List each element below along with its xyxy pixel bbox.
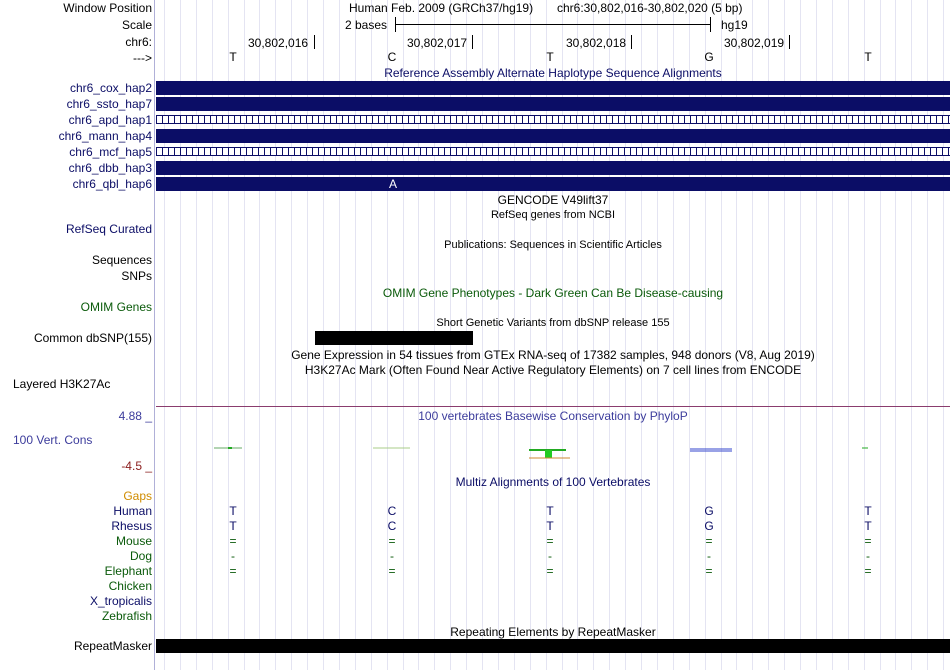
species-base: =: [229, 564, 237, 578]
hap-label-ssto-hap7[interactable]: chr6_ssto_hap7: [66, 97, 152, 111]
gtex-title[interactable]: Gene Expression in 54 tissues from GTEx RNA-seq of 17382 samples, 948 donors (V8, Aug 2019): [291, 348, 815, 362]
coord-tick: [472, 35, 473, 49]
cons-min-label: -4.5 _: [121, 459, 152, 473]
hap-label-apd-hap1[interactable]: chr6_apd_hap1: [68, 113, 152, 127]
variant-base: A: [388, 177, 397, 191]
scale-bar: [395, 24, 711, 25]
refseq-label[interactable]: RefSeq Curated: [65, 222, 152, 236]
species-base: =: [705, 564, 713, 578]
hap-bar-apd-hap1[interactable]: [156, 115, 950, 124]
reference-base: T: [546, 50, 554, 64]
species-base: G: [704, 519, 714, 533]
species-base: T: [546, 504, 554, 518]
reference-base: T: [864, 50, 872, 64]
window-position-label: Window Position: [63, 1, 152, 15]
chrom-label: chr6:: [125, 35, 152, 49]
species-base: T: [864, 519, 872, 533]
coord-tick: [631, 35, 632, 49]
species-label[interactable]: Elephant: [104, 564, 152, 578]
species-base: T: [864, 504, 872, 518]
hap-bar-mann-hap4[interactable]: [156, 129, 950, 143]
snps-label[interactable]: SNPs: [121, 269, 152, 283]
species-label[interactable]: Chicken: [108, 579, 152, 593]
species-base: C: [387, 519, 397, 533]
species-base: -: [866, 549, 870, 563]
species-label[interactable]: Dog: [129, 549, 152, 563]
conservation-graph[interactable]: [156, 440, 950, 464]
cons-max-label: 4.88 _: [118, 409, 152, 423]
species-base: =: [864, 564, 872, 578]
strand-label: --->: [133, 51, 152, 65]
hap-bar-mcf-hap5[interactable]: [156, 147, 950, 156]
db-text: hg19: [721, 18, 748, 32]
h3k27ac-title[interactable]: H3K27Ac Mark (Often Found Near Active Regulatory Elements) on 7 cell lines from ENCODE: [304, 363, 802, 377]
species-base: -: [548, 549, 552, 563]
h3k27ac-label[interactable]: Layered H3K27Ac: [13, 377, 111, 391]
species-base: -: [707, 549, 711, 563]
cons-mark: [545, 450, 552, 458]
sequences-label[interactable]: Sequences: [91, 253, 152, 267]
species-base: =: [546, 534, 554, 548]
species-base: =: [388, 534, 396, 548]
coord-tick: [314, 35, 315, 49]
h3k27ac-baseline: [156, 406, 950, 407]
hap-label-qbl-hap6[interactable]: chr6_qbl_hap6: [72, 177, 152, 191]
hap-label-dbb-hap3[interactable]: chr6_dbb_hap3: [68, 161, 152, 175]
hap-bar-dbb-hap3[interactable]: [156, 161, 950, 175]
reference-base: T: [229, 50, 237, 64]
species-base: T: [229, 504, 237, 518]
species-base: T: [229, 519, 237, 533]
species-base: G: [704, 504, 714, 518]
repeat-label[interactable]: RepeatMasker: [73, 639, 152, 653]
species-base: =: [864, 534, 872, 548]
cons-label[interactable]: 100 Vert. Cons: [13, 433, 93, 447]
scale-label: Scale: [121, 18, 152, 32]
position-text[interactable]: chr6:30,802,016-30,802,020 (5 bp): [557, 1, 743, 15]
coord-label: 30,802,019: [724, 36, 785, 50]
label-divider: [154, 0, 155, 670]
reference-base: G: [704, 50, 714, 64]
cons-title[interactable]: 100 vertebrates Basewise Conservation by PhyloP: [418, 409, 688, 423]
dbsnp-label[interactable]: Common dbSNP(155): [33, 331, 152, 345]
hap-label-cox-hap2[interactable]: chr6_cox_hap2: [69, 81, 152, 95]
multiz-title[interactable]: Multiz Alignments of 100 Vertebrates: [455, 475, 651, 489]
species-label[interactable]: Rhesus: [111, 519, 152, 533]
alt-haplotypes-title[interactable]: Reference Assembly Alternate Haplotype Sequence Alignments: [384, 66, 722, 80]
species-base: =: [229, 534, 237, 548]
species-label[interactable]: Zebrafish: [101, 609, 152, 623]
hap-label-mann-hap4[interactable]: chr6_mann_hap4: [58, 129, 152, 143]
cons-mark: [228, 447, 232, 449]
species-label[interactable]: X_tropicalis: [89, 594, 152, 608]
hap-bar-qbl-hap6[interactable]: [156, 177, 950, 191]
species-base: -: [231, 549, 235, 563]
coord-tick: [789, 35, 790, 49]
species-base: -: [390, 549, 394, 563]
scale-text: 2 bases: [345, 18, 388, 32]
dbsnp-feature[interactable]: [315, 331, 473, 345]
scale-bar-left-tick: [395, 17, 396, 32]
scale-bar-right-tick: [710, 17, 711, 32]
coord-label: 30,802,018: [566, 36, 627, 50]
refseq-subtitle[interactable]: RefSeq genes from NCBI: [490, 209, 616, 221]
species-base: C: [387, 504, 397, 518]
species-label[interactable]: Human: [113, 504, 152, 518]
omim-title[interactable]: OMIM Gene Phenotypes - Dark Green Can Be Disease-causing: [382, 286, 724, 300]
species-label[interactable]: Mouse: [115, 534, 152, 548]
species-base: =: [705, 534, 713, 548]
species-base: T: [546, 519, 554, 533]
coord-label: 30,802,017: [407, 36, 468, 50]
hap-bar-cox-hap2[interactable]: [156, 81, 950, 95]
gencode-title[interactable]: GENCODE V49lift37: [497, 193, 609, 207]
hap-bar-ssto-hap7[interactable]: [156, 97, 950, 111]
dbsnp-title[interactable]: Short Genetic Variants from dbSNP release 155: [436, 317, 670, 329]
repeat-title[interactable]: Repeating Elements by RepeatMasker: [450, 625, 656, 639]
coord-label: 30,802,016: [248, 36, 309, 50]
species-base: =: [388, 564, 396, 578]
publications-title[interactable]: Publications: Sequences in Scientific Articles: [444, 239, 662, 251]
species-base: =: [546, 564, 554, 578]
assembly-title: Human Feb. 2009 (GRCh37/hg19): [349, 1, 534, 15]
repeat-bar[interactable]: [156, 639, 950, 653]
reference-base: C: [387, 50, 397, 64]
hap-label-mcf-hap5[interactable]: chr6_mcf_hap5: [69, 145, 152, 159]
gaps-label[interactable]: Gaps: [123, 489, 152, 503]
omim-label[interactable]: OMIM Genes: [80, 300, 152, 314]
